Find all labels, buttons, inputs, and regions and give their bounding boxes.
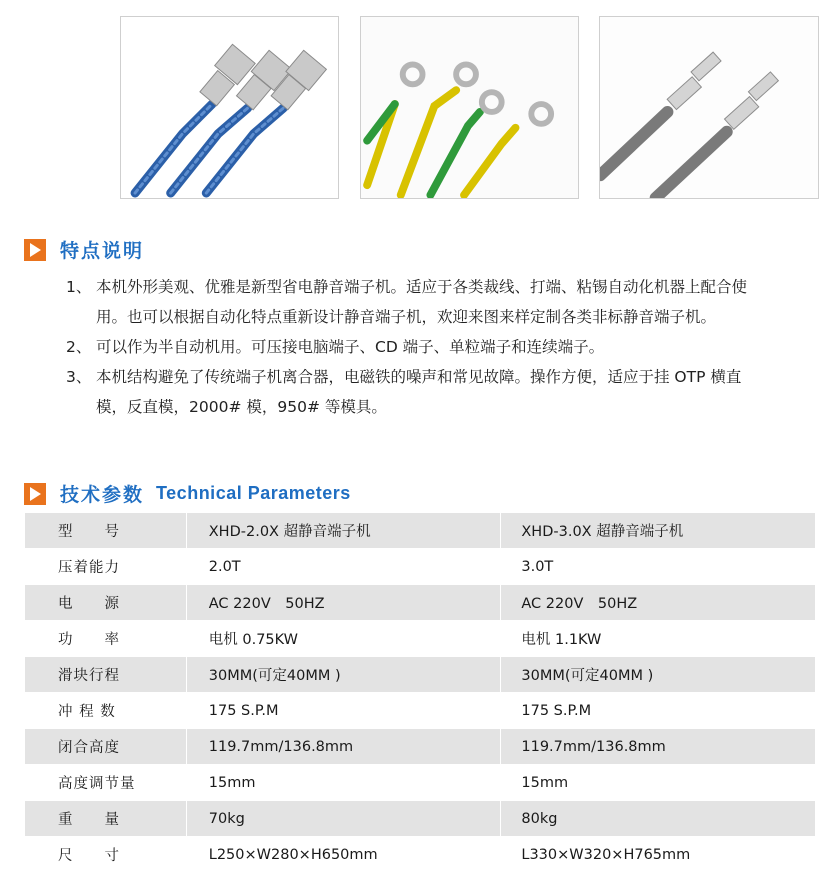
- arrow-icon: [24, 483, 46, 505]
- arrow-icon: [24, 239, 46, 261]
- table-row: [25, 765, 816, 801]
- table-row: [25, 513, 816, 549]
- table-row: [25, 621, 816, 657]
- param-value-2: 175 S.P.M: [501, 693, 816, 729]
- param-label: 高度调节量: [25, 765, 187, 801]
- list-item: [66, 332, 766, 362]
- param-value-1: 电机 0.75KW: [186, 621, 501, 657]
- section-title: 特点说明: [60, 240, 145, 262]
- table-row: [25, 729, 816, 765]
- table-row: [25, 549, 816, 585]
- param-value-2: L330×W320×H765mm: [501, 837, 816, 873]
- table-row: [25, 585, 816, 621]
- param-value-2: 电机 1.1KW: [501, 621, 816, 657]
- param-value-1: L250×W280×H650mm: [186, 837, 501, 873]
- param-value-1: 30MM(可定40MM ): [186, 657, 501, 693]
- table-row: [25, 657, 816, 693]
- list-item: [66, 362, 766, 422]
- param-value-1: 175 S.P.M: [186, 693, 501, 729]
- param-label: 电 源: [25, 585, 187, 621]
- param-value-2: 3.0T: [501, 549, 816, 585]
- item-text: 可以作为半自动机用。可压接电脑端子、CD 端子、单粒端子和连续端子。: [96, 338, 605, 356]
- param-value-2: 15mm: [501, 765, 816, 801]
- param-value-2: AC 220V 50HZ: [501, 585, 816, 621]
- param-value-1: AC 220V 50HZ: [186, 585, 501, 621]
- param-label: 型 号: [25, 513, 187, 549]
- param-value-2: 80kg: [501, 801, 816, 837]
- param-value-1: 15mm: [186, 765, 501, 801]
- param-value-1: 119.7mm/136.8mm: [186, 729, 501, 765]
- param-value-2: 119.7mm/136.8mm: [501, 729, 816, 765]
- param-value-2: XHD-3.0X 超静音端子机: [501, 513, 816, 549]
- table-row: [25, 837, 816, 873]
- features-list: [66, 272, 766, 422]
- photo-blue-wire-terminals: [120, 16, 339, 199]
- param-value-1: 2.0T: [186, 549, 501, 585]
- param-label: 重 量: [25, 801, 187, 837]
- section-subtitle: Technical Parameters: [156, 483, 351, 503]
- param-value-1: XHD-2.0X 超静音端子机: [186, 513, 501, 549]
- list-item: [66, 272, 766, 332]
- table-row: [25, 693, 816, 729]
- item-text: 本机外形美观、优雅是新型省电静音端子机。适应于各类裁线、打端、粘锡自动化机器上配合使用。也可以根据自动化特点重新设计静音端子机，欢迎来图来样定制各类非标静音端子机。: [96, 278, 748, 326]
- item-text: 本机结构避免了传统端子机离合器，电磁铁的噪声和常见故障。操作方便，适应于挂 OTP 横直模，反直模，2000# 模，950# 等模具。: [96, 368, 742, 416]
- section-header-features: [24, 236, 144, 263]
- photo-gray-wire-terminals: [599, 16, 819, 199]
- item-number: 1、: [66, 278, 92, 296]
- param-label: 滑块行程: [25, 657, 187, 693]
- param-label: 压着能力: [25, 549, 187, 585]
- param-value-1: 70kg: [186, 801, 501, 837]
- param-label: 功 率: [25, 621, 187, 657]
- params-table: [24, 512, 816, 873]
- photo-green-yellow-ring-terminals: [360, 16, 579, 199]
- param-label: 冲 程 数: [25, 693, 187, 729]
- param-label: 闭合高度: [25, 729, 187, 765]
- param-value-2: 30MM(可定40MM ): [501, 657, 816, 693]
- table-row: [25, 801, 816, 837]
- product-photos: [120, 16, 840, 199]
- item-number: 3、: [66, 368, 92, 386]
- section-header-params: [24, 480, 351, 507]
- param-label: 尺 寸: [25, 837, 187, 873]
- section-title: 技术参数: [60, 484, 145, 506]
- item-number: 2、: [66, 338, 92, 356]
